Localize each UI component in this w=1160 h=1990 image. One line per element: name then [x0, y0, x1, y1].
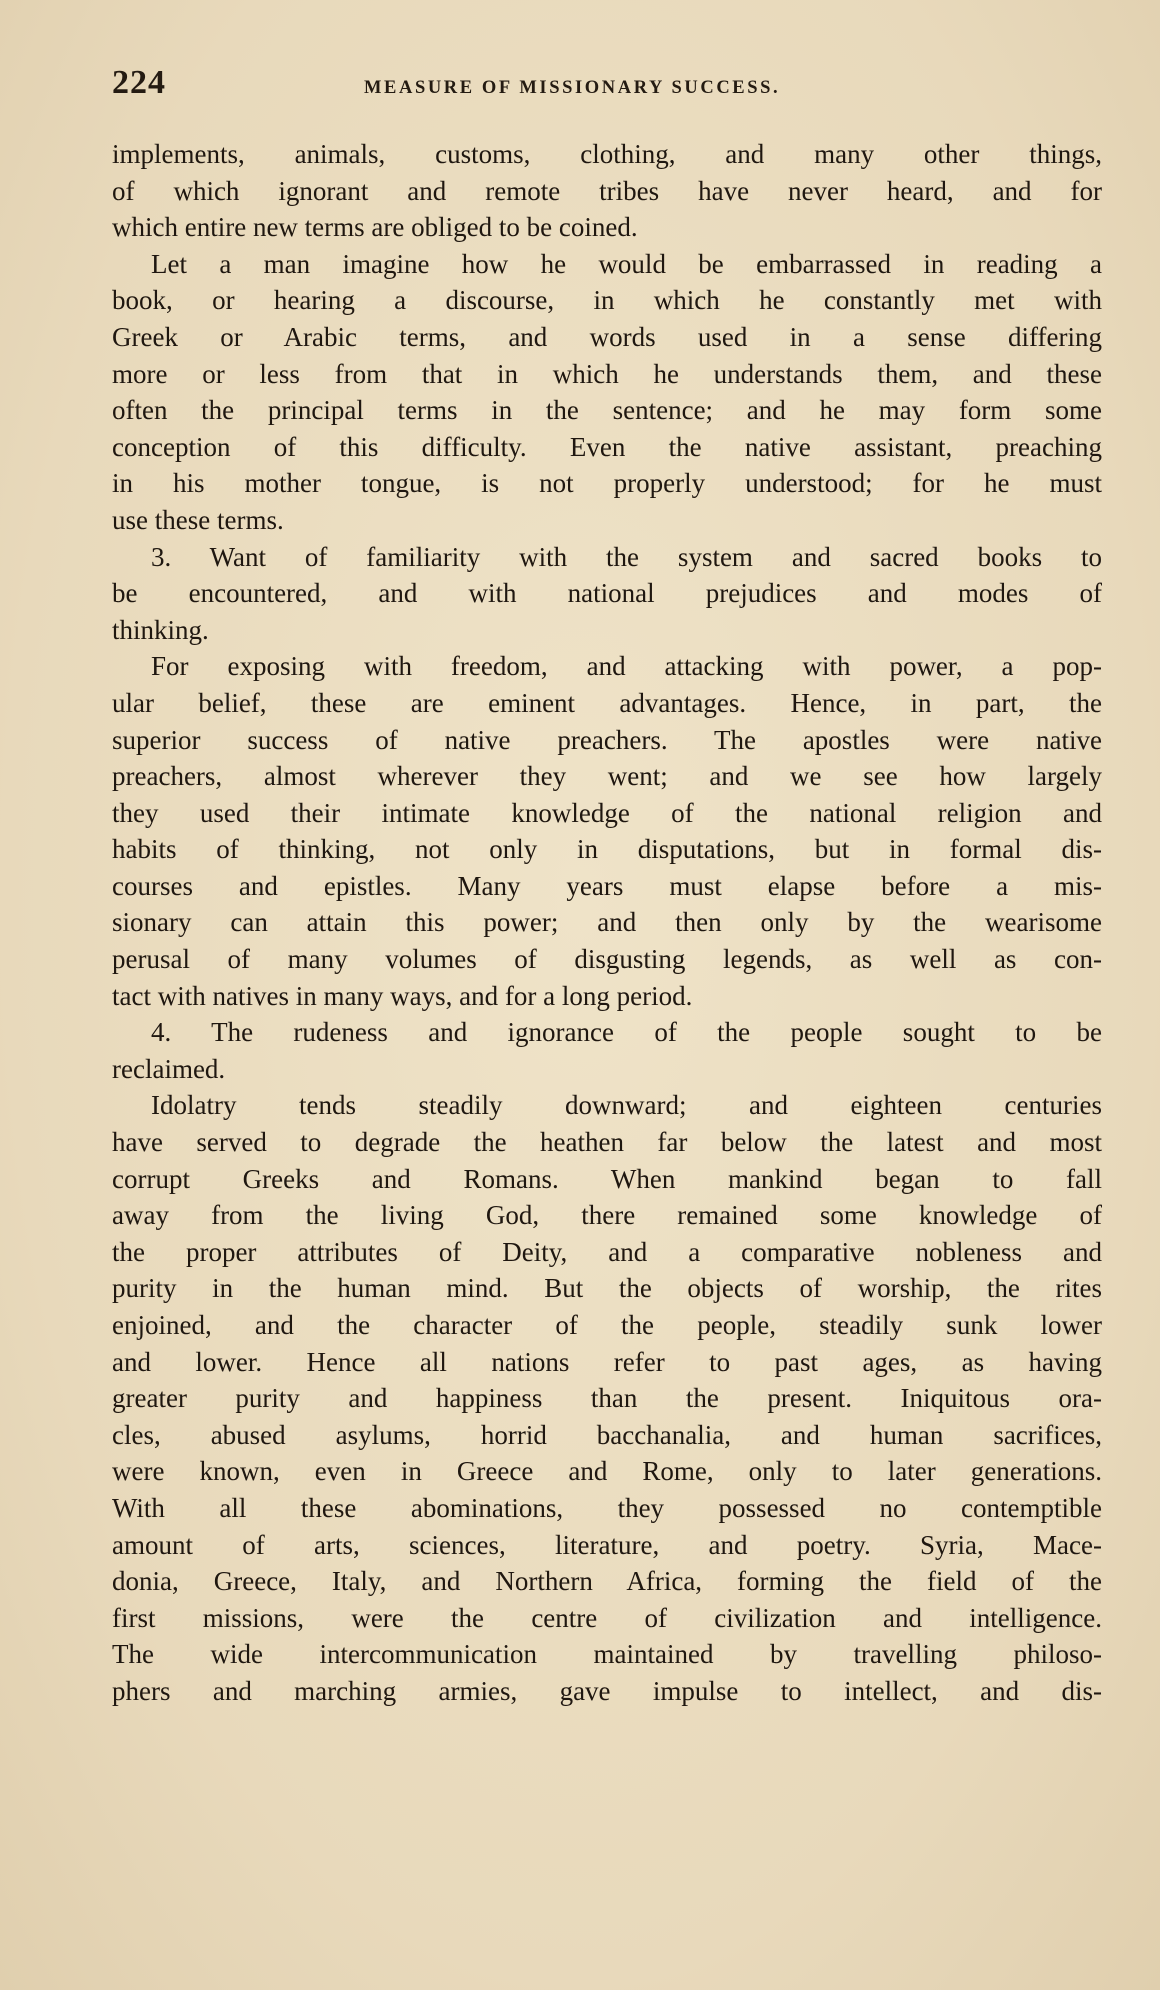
page-header	[112, 64, 1092, 114]
text-line: courses and epistles. Many years must elapse before a mis-	[112, 870, 1102, 901]
text-line: use these terms.	[112, 504, 284, 535]
text-line: first missions, were the centre of civilization and intelligence.	[112, 1602, 1102, 1633]
page-number: 224	[112, 64, 166, 101]
text-line: which entire new terms are obliged to be coined.	[112, 212, 638, 243]
text-line: in his mother tongue, is not properly understood; for he must	[112, 468, 1102, 499]
text-line: reclaimed.	[112, 1053, 226, 1084]
text-line: For exposing with freedom, and attacking with power, a pop-	[151, 651, 1102, 682]
text-line: be encountered, and with national prejudices and modes of	[112, 578, 1102, 609]
text-line: corrupt Greeks and Romans. When mankind began to fall	[112, 1163, 1102, 1194]
text-line: sionary can attain this power; and then only by the wearisome	[112, 907, 1102, 938]
text-line: they used their intimate knowledge of the national religion and	[112, 797, 1102, 828]
text-line: 4. The rudeness and ignorance of the people sought to be	[151, 1017, 1102, 1048]
text-line: The wide intercommunication maintained by travelling philoso-	[112, 1639, 1102, 1670]
text-line: and lower. Hence all nations refer to past ages, as having	[112, 1346, 1102, 1377]
text-line: conception of this difficulty. Even the native assistant, preaching	[112, 431, 1102, 462]
text-line: Idolatry tends steadily downward; and eighteen centuries	[151, 1090, 1102, 1121]
text-line: 3. Want of familiarity with the system and sacred books to	[151, 541, 1102, 572]
text-line: ular belief, these are eminent advantages. Hence, in part, the	[112, 687, 1102, 718]
text-line: away from the living God, there remained some knowledge of	[112, 1200, 1102, 1231]
text-line: tact with natives in many ways, and for a long period.	[112, 980, 693, 1011]
text-line: cles, abused asylums, horrid bacchanalia, and human sacrifices,	[112, 1419, 1102, 1450]
text-line: donia, Greece, Italy, and Northern Africa, forming the field of the	[112, 1566, 1102, 1597]
text-line: implements, animals, customs, clothing, and many other things,	[112, 139, 1102, 169]
text-line: often the principal terms in the sentence; and he may form some	[112, 395, 1102, 426]
body-text	[112, 136, 1102, 1710]
text-line: of which ignorant and remote tribes have never heard, and for	[112, 175, 1102, 206]
text-line: perusal of many volumes of disgusting legends, as well as con-	[112, 944, 1102, 975]
text-line: amount of arts, sciences, literature, and poetry. Syria, Mace-	[112, 1529, 1102, 1560]
text-line: have served to degrade the heathen far below the latest and most	[112, 1127, 1102, 1158]
text-line: greater purity and happiness than the present. Iniquitous ora-	[112, 1383, 1102, 1414]
text-line: the proper attributes of Deity, and a comparative nobleness and	[112, 1236, 1102, 1267]
text-line: Let a man imagine how he would be embarrassed in reading a	[151, 248, 1102, 279]
text-line: thinking.	[112, 614, 209, 645]
text-line: habits of thinking, not only in disputations, but in formal dis-	[112, 834, 1102, 865]
text-line: were known, even in Greece and Rome, only to later generations.	[112, 1456, 1102, 1487]
text-line: phers and marching armies, gave impulse to intellect, and dis-	[112, 1675, 1102, 1706]
running-head: MEASURE OF MISSIONARY SUCCESS.	[364, 78, 781, 98]
text-line: preachers, almost wherever they went; and we see how largely	[112, 761, 1102, 792]
text-line: more or less from that in which he understands them, and these	[112, 358, 1102, 389]
text-line: book, or hearing a discourse, in which he constantly met with	[112, 285, 1102, 316]
text-line: enjoined, and the character of the people, steadily sunk lower	[112, 1310, 1102, 1340]
text-line: Greek or Arabic terms, and words used in a sense differing	[112, 321, 1102, 352]
text-line: purity in the human mind. But the objects of worship, the rites	[112, 1273, 1102, 1304]
text-line: With all these abominations, they possessed no contemptible	[112, 1492, 1102, 1523]
text-line: superior success of native preachers. The apostles were native	[112, 724, 1102, 755]
